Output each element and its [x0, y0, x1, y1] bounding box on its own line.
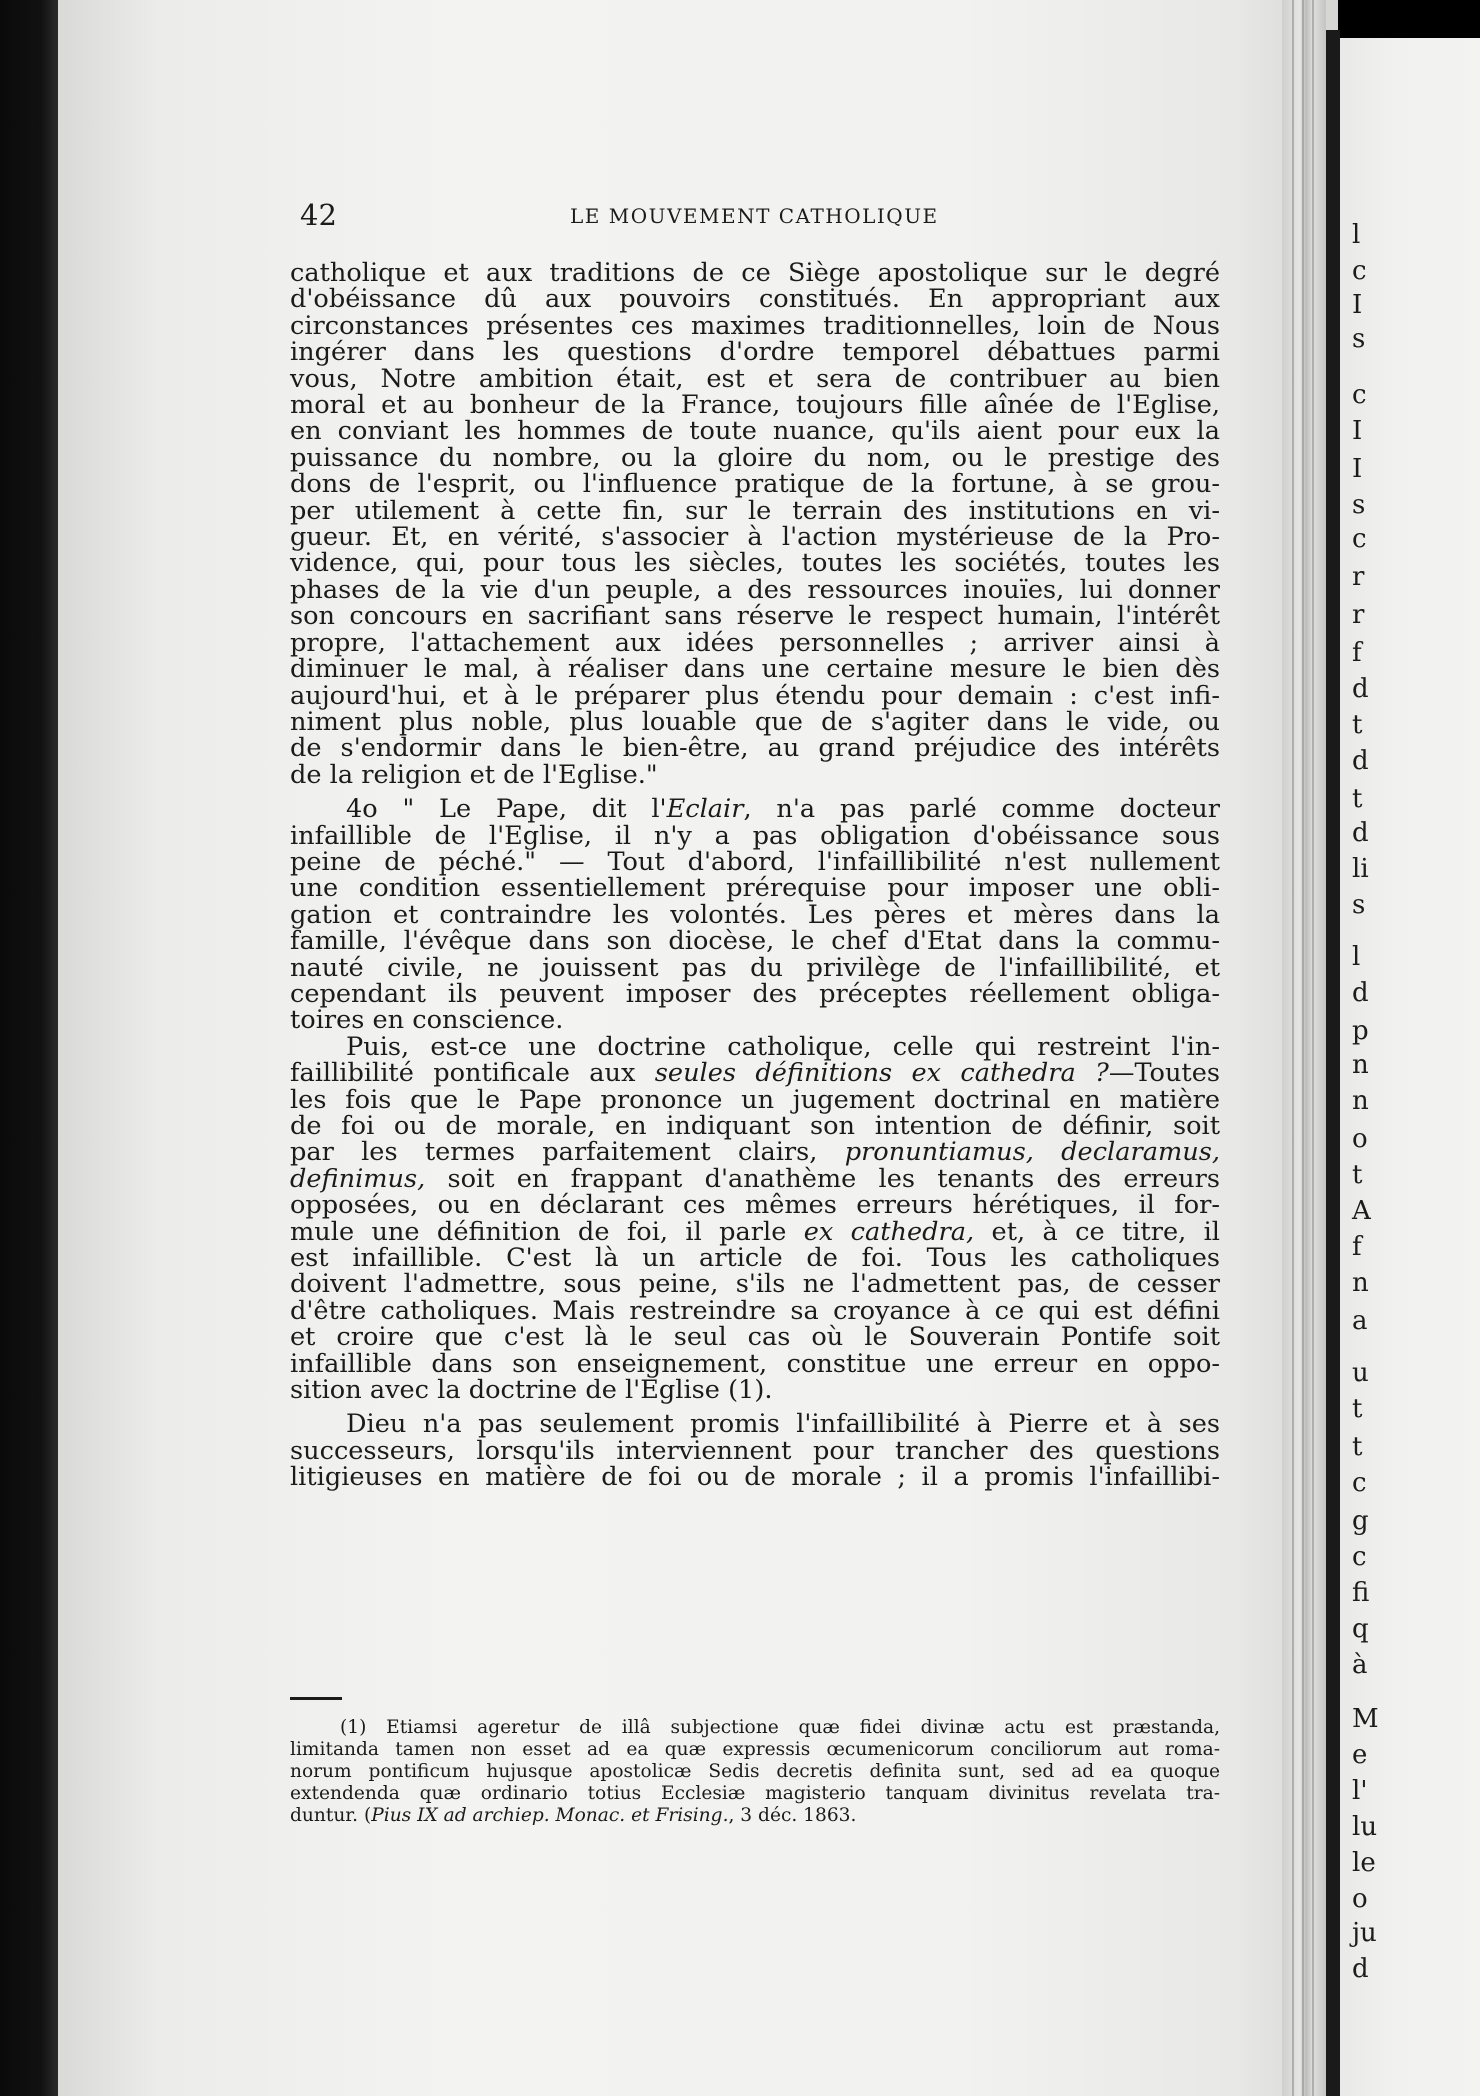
running-head — [300, 198, 1220, 238]
italic-run: ex cathedra, — [803, 1216, 975, 1247]
facing-page-fragment: a — [1352, 1306, 1368, 1336]
scan-top-edge — [1340, 0, 1480, 38]
facing-page-fragment: d — [1352, 674, 1369, 704]
text-line: d'obéissance dû aux pouvoirs constitués. En appropriant aux — [290, 284, 1220, 315]
facing-page-fragment: r — [1352, 600, 1365, 630]
facing-page-fragment: t — [1352, 710, 1363, 740]
facing-page-fragment: I — [1352, 290, 1363, 320]
footnote-line — [290, 1805, 1220, 1827]
facing-page-fragment: à — [1352, 1650, 1368, 1680]
italic-run: pronuntiamus, declaramus, — [844, 1137, 1220, 1168]
text-line: niment plus noble, plus louable que de s'agiter dans le vide, ou — [290, 706, 1220, 737]
facing-page-fragment: t — [1352, 1394, 1363, 1424]
text-line: d'être catholiques. Mais restreindre sa croyance à ce qui est défini — [290, 1295, 1220, 1326]
text-line: catholique et aux traditions de ce Siège apostolique sur le degré — [290, 258, 1220, 288]
text-line: aujourd'hui, et à le préparer plus étendu pour demain : c'est infi- — [290, 680, 1220, 711]
text-line: ingérer dans les questions d'ordre temporel débattues parmi — [290, 337, 1220, 368]
facing-page-fragment: M — [1352, 1704, 1379, 1734]
text-run: et, à ce titre, il — [974, 1216, 1220, 1247]
text-line: Dieu n'a pas seulement promis l'infaillibilité à Pierre et à ses — [346, 1409, 1220, 1440]
facing-page-fragment: c — [1352, 524, 1367, 554]
footnote-line: norum pontificum hujusque apostolicæ Sedis decretis definita sunt, sed ad ea quoque — [290, 1761, 1220, 1782]
text-line: de la religion et de l'Eglise." — [290, 759, 658, 790]
facing-page-fragment: t — [1352, 1160, 1363, 1190]
text-line: gation et contraindre les volontés. Les pères et mères dans la — [290, 899, 1220, 930]
text-line: en conviant les hommes de toute nuance, qu'ils aient pour eux la — [290, 416, 1220, 447]
text-line: est infaillible. C'est là un article de foi. Tous les catholiques — [290, 1243, 1220, 1274]
gutter-line — [1302, 0, 1304, 2096]
facing-page-fragment: d — [1352, 1954, 1369, 1984]
facing-page-fragment: c — [1352, 380, 1367, 410]
facing-page-fragment: o — [1352, 1124, 1368, 1154]
text-run: , 3 déc. 1863. — [728, 1805, 857, 1826]
facing-page-fragment: lu — [1352, 1812, 1378, 1842]
facing-page-fragment: f — [1352, 638, 1362, 668]
italic-run: definimus, — [290, 1163, 426, 1194]
main-text — [290, 260, 1220, 1491]
facing-page-fragment: t — [1352, 1432, 1363, 1462]
facing-page-fragment: I — [1352, 454, 1363, 484]
facing-page-fragment: o — [1352, 1884, 1368, 1914]
facing-page-fragment: d — [1352, 818, 1369, 848]
text-line: successeurs, lorsqu'ils interviennent pour trancher des questions — [290, 1435, 1220, 1466]
text-line: phases de la vie d'un peuple, a des ressources inouïes, lui donner — [290, 574, 1220, 605]
footnote-line: limitanda tamen non esset ad ea quæ expressis œcumenicorum conciliorum aut roma- — [290, 1739, 1220, 1760]
text-line — [290, 1137, 1220, 1168]
facing-page-fragment: c — [1352, 256, 1367, 286]
facing-page-fragment: n — [1352, 1268, 1369, 1298]
facing-page-fragment: s — [1352, 490, 1366, 520]
text-line: vidence, qui, pour tous les siècles, toutes les sociétés, toutes les — [290, 548, 1220, 579]
facing-page-fragment: d — [1352, 978, 1369, 1008]
text-run: duntur. ( — [290, 1805, 372, 1826]
text-line: sition avec la doctrine de l'Eglise (1). — [290, 1375, 773, 1406]
text-line — [290, 794, 1220, 825]
book-spine — [1326, 30, 1340, 2096]
text-line: dons de l'esprit, ou l'influence pratique de la fortune, à se grou- — [290, 469, 1220, 500]
text-line: per utilement à cette fin, sur le terrain des institutions en vi- — [290, 495, 1220, 526]
facing-page-fragment: l — [1352, 220, 1361, 250]
text-line: circonstances présentes ces maximes traditionnelles, loin de Nous — [290, 310, 1220, 341]
page-gutter — [1282, 0, 1326, 2096]
text-line: toires en conscience. — [290, 1005, 564, 1036]
paragraph-4 — [290, 1409, 1220, 1493]
page-number: 42 — [300, 198, 337, 232]
facing-page-fragment: A — [1352, 1196, 1371, 1226]
text-line: puissance du nombre, ou la gloire du nom, ou le prestige des — [290, 442, 1220, 473]
text-line: peine de péché." — Tout d'abord, l'infaillibilité n'est nullement — [290, 846, 1220, 877]
text-line: litigieuses en matière de foi ou de morale ; il a promis l'infaillibi- — [290, 1462, 1220, 1493]
footnote-rule — [290, 1697, 342, 1700]
text-line: famille, l'évêque dans son diocèse, le chef d'Etat dans la commu- — [290, 926, 1220, 957]
text-line: nauté civile, ne jouissent pas du privilège de l'infaillibilité, et — [290, 952, 1220, 983]
facing-page-fragment: ju — [1352, 1918, 1377, 1948]
paragraph-1 — [290, 260, 1220, 788]
text-line: vous, Notre ambition était, est et sera de contribuer au bien — [290, 363, 1220, 394]
facing-page-fragment: u — [1352, 1358, 1369, 1388]
text-line: Puis, est-ce une doctrine catholique, celle qui restreint l'in- — [346, 1031, 1220, 1062]
text-line: propre, l'attachement aux idées personnelles ; arriver ainsi à — [290, 627, 1220, 658]
facing-page-fragment: e — [1352, 1740, 1368, 1770]
text-line: son concours en sacrifiant sans réserve le respect humain, l'intérêt — [290, 601, 1220, 632]
paragraph-2 — [290, 796, 1220, 1034]
gutter-line — [1312, 0, 1314, 2096]
italic-run: Eclair — [666, 794, 744, 825]
facing-page — [1340, 38, 1480, 2096]
footnote — [290, 1717, 1220, 1827]
facing-page-fragment: n — [1352, 1086, 1369, 1116]
facing-page-fragment: f — [1352, 1232, 1362, 1262]
text-run: par les termes parfaitement clairs, — [290, 1137, 845, 1168]
text-line: de foi ou de morale, en indiquant son intention de définir, soit — [290, 1111, 1220, 1141]
text-line: et croire que c'est là le seul cas où le Souverain Pontife soit — [290, 1322, 1220, 1353]
facing-page-fragment: t — [1352, 784, 1363, 814]
text-run: faillibilité pontificale aux — [290, 1058, 655, 1089]
facing-page-fragment: l' — [1352, 1776, 1368, 1806]
facing-page-fragment: q — [1352, 1614, 1369, 1644]
text-run: mule une définition de foi, il parle — [290, 1216, 804, 1247]
text-line: une condition essentiellement prérequise pour imposer une obli- — [290, 873, 1220, 904]
text-line: gueur. Et, en vérité, s'associer à l'action mystérieuse de la Pro- — [290, 522, 1220, 553]
facing-page-fragment: s — [1352, 324, 1366, 354]
text-line: doivent l'admettre, sous peine, s'ils ne l'admettent pas, de cesser — [290, 1269, 1220, 1300]
text-line — [290, 1216, 1220, 1247]
facing-page-fragment: n — [1352, 1050, 1369, 1080]
italic-run: seules définitions ex cathedra ? — [654, 1058, 1109, 1089]
text-line: moral et au bonheur de la France, toujours fille aînée de l'Eglise, — [290, 390, 1220, 421]
text-run: , n'a pas parlé comme docteur — [743, 794, 1220, 825]
facing-page-fragment: p — [1352, 1016, 1369, 1046]
facing-page-fragment: li — [1352, 854, 1369, 884]
facing-page-fragment: d — [1352, 746, 1369, 776]
text-run: soit en frappant d'anathème les tenants des erreurs — [425, 1163, 1220, 1194]
footnote-line: (1) Etiamsi ageretur de illâ subjectione quæ fidei divinæ actu est præstanda, — [340, 1717, 1220, 1738]
text-line — [290, 1163, 1220, 1194]
italic-run: Pius IX ad archiep. Monac. et Frising. — [371, 1805, 729, 1826]
facing-page-fragment: c — [1352, 1468, 1367, 1498]
facing-page-fragment: g — [1352, 1506, 1369, 1536]
facing-page-fragment: le — [1352, 1848, 1376, 1878]
running-title: LE MOUVEMENT CATHOLIQUE — [570, 204, 939, 228]
scan-left-border — [0, 0, 58, 2096]
facing-page-fragment: l — [1352, 942, 1361, 972]
text-run: 4o " Le Pape, dit l' — [346, 794, 667, 825]
text-line: les fois que le Pape prononce un jugement doctrinal en matière — [290, 1084, 1220, 1115]
facing-page-fragment: fi — [1352, 1578, 1370, 1608]
gutter-line — [1292, 0, 1294, 2096]
facing-page-fragment: s — [1352, 890, 1366, 920]
text-line: diminuer le mal, à réaliser dans une certaine mesure le bien dès — [290, 654, 1220, 685]
facing-page-fragment: r — [1352, 562, 1365, 592]
text-line: infaillible de l'Eglise, il n'y a pas obligation d'obéissance sous — [290, 820, 1220, 851]
text-line — [290, 1058, 1220, 1089]
text-line: infaillible dans son enseignement, constitue une erreur en oppo- — [290, 1348, 1220, 1379]
text-line: cependant ils peuvent imposer des préceptes réellement obliga- — [290, 978, 1220, 1009]
text-run: —Toutes — [1108, 1058, 1220, 1089]
facing-page-fragment: I — [1352, 416, 1363, 446]
footnote-line: extendenda quæ ordinario totius Ecclesiæ magisterio tanquam divinitus revelata tra- — [290, 1783, 1220, 1804]
facing-page-fragment: c — [1352, 1542, 1367, 1572]
text-line: opposées, ou en déclarant ces mêmes erreurs hérétiques, il for- — [290, 1190, 1220, 1221]
text-line: de s'endormir dans le bien-être, au grand préjudice des intérêts — [290, 733, 1220, 764]
paragraph-3 — [290, 1031, 1220, 1406]
